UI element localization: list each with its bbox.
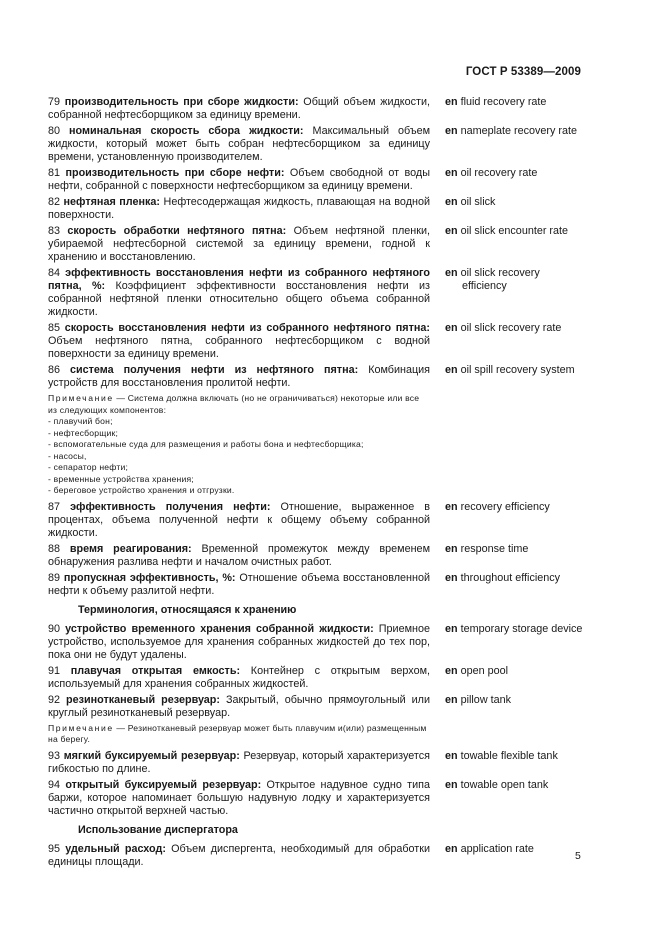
term-title: производительность при сборе нефти: — [65, 167, 285, 179]
english-term-continued: efficiency — [462, 280, 507, 292]
term-number: 90 — [48, 622, 61, 635]
term-russian — [48, 225, 430, 264]
note-item: - нефтесборщик; — [48, 427, 119, 438]
term-english — [430, 267, 593, 319]
term-definition: Объем свободной от воды нефти, собранной с поверхности нефтесборщиком за единицу времени. — [48, 167, 430, 192]
term-russian — [48, 322, 430, 361]
term-english — [430, 167, 593, 193]
english-term: recovery efficiency — [460, 500, 550, 513]
term-definition: Нефтесодержащая жидкость, плавающая на водной поверхности. — [48, 196, 430, 221]
terms-content — [48, 96, 593, 872]
term-number: 79 — [48, 96, 61, 108]
term-english — [430, 779, 593, 818]
note-items — [48, 416, 430, 497]
term-entry-91 — [48, 665, 593, 691]
term-number: 91 — [48, 664, 61, 677]
term-number: 81 — [48, 167, 61, 179]
term-title: производительность при сборе жидкости: — [64, 96, 299, 108]
language-code: en — [445, 842, 458, 855]
term-english — [430, 125, 593, 164]
term-entry-93 — [48, 750, 593, 776]
term-english — [430, 665, 593, 691]
term-english — [430, 843, 593, 869]
entries-group-b — [48, 501, 593, 598]
english-term: pillow tank — [460, 693, 512, 706]
term-entry-81 — [48, 167, 593, 193]
term-entry-89 — [48, 572, 593, 598]
term-title: нефтяная пленка: — [63, 196, 161, 208]
english-term: oil slick recovery — [460, 267, 540, 279]
term-number: 83 — [48, 225, 61, 237]
term-title: пропускная эффективность, %: — [63, 571, 236, 584]
english-term: throughout efficiency — [460, 571, 561, 584]
entries-group-a — [48, 96, 593, 390]
page-number: 5 — [575, 850, 581, 862]
term-english — [430, 623, 593, 662]
note-item: - временные устройства хранения; — [48, 473, 194, 484]
term-definition: Открытое надувное судно типа баржи, которое напоминает большую надувную лодку и характеризуется частично открытой верхней частью. — [48, 778, 431, 817]
english-term: oil slick recovery rate — [460, 322, 562, 334]
note-system-components — [48, 393, 430, 497]
term-title: удельный расход: — [65, 842, 166, 855]
english-term: response time — [460, 542, 529, 555]
english-term: open pool — [460, 664, 509, 677]
term-russian — [48, 750, 430, 776]
term-entry-88 — [48, 543, 593, 569]
document-header: ГОСТ Р 53389—2009 — [465, 66, 581, 78]
term-entry-90 — [48, 623, 593, 662]
language-code: en — [445, 125, 458, 137]
term-number: 94 — [48, 778, 61, 791]
term-entry-92 — [48, 694, 593, 720]
language-code: en — [445, 96, 458, 108]
term-entry-80 — [48, 125, 593, 164]
language-code: en — [445, 749, 458, 762]
term-definition: Объем нефтяной пленки, убираемой нефтесборной системой за единицу времени, годной к хранению и восстановлению. — [48, 225, 431, 263]
note-text: — Система должна включать (но не ограничиваться) некоторые или все из следующих компонентов: — [48, 393, 420, 415]
note-label: Примечание — [48, 393, 114, 403]
term-entry-94 — [48, 779, 593, 818]
term-title: система получения нефти из нефтяного пятна: — [69, 364, 359, 376]
term-entry-95 — [48, 843, 593, 869]
term-english — [430, 694, 593, 720]
language-code: en — [445, 542, 458, 555]
term-title: резинотканевый резервуар: — [66, 693, 220, 706]
language-code: en — [445, 322, 458, 334]
english-term: nameplate recovery rate — [460, 125, 578, 137]
term-title: плавучая открытая емкость: — [70, 664, 241, 677]
term-number: 95 — [48, 842, 61, 855]
note-item: - береговое устройство хранения и отгрузки. — [48, 485, 235, 495]
term-english — [430, 501, 593, 540]
english-term: temporary storage device — [460, 622, 583, 635]
language-code: en — [445, 364, 458, 376]
language-code: en — [445, 225, 458, 237]
term-definition: Приемное устройство, используемое для хранения собранных жидкостей до тех пор, пока они не будут удалены. — [48, 622, 430, 661]
term-russian — [48, 196, 430, 222]
term-title: устройство временного хранения собранной жидкости: — [65, 622, 374, 635]
term-title: скорость обработки нефтяного пятна: — [67, 225, 287, 237]
term-definition: Контейнер с открытым верхом, используемый для хранения собранных жидкостей. — [48, 664, 431, 690]
term-russian — [48, 96, 430, 122]
term-number: 86 — [48, 364, 61, 376]
term-number: 89 — [48, 571, 61, 584]
term-russian — [48, 665, 430, 691]
term-entry-82 — [48, 196, 593, 222]
term-title: эффективность восстановления нефти из собранного нефтяного пятна, %: — [48, 267, 430, 292]
term-number: 92 — [48, 693, 61, 706]
term-definition: Отношение, выраженное в процентах, объема полученной нефти к общему объему собранной жидкости. — [48, 500, 430, 539]
term-russian — [48, 125, 430, 164]
term-russian — [48, 572, 430, 598]
english-term: oil slick — [460, 196, 496, 208]
note-label: Примечание — [48, 722, 114, 733]
term-entry-79 — [48, 96, 593, 122]
english-term: towable flexible tank — [460, 749, 558, 762]
note-first-line — [48, 393, 430, 416]
term-english — [430, 322, 593, 361]
english-term: oil spill recovery system — [460, 364, 575, 376]
term-title: время реагирования: — [69, 542, 192, 555]
language-code: en — [445, 571, 458, 584]
language-code: en — [445, 267, 458, 279]
term-entry-85 — [48, 322, 593, 361]
note-text: — Резинотканевый резервуар может быть плавучим и(или) размещенным на берегу. — [48, 722, 427, 744]
term-number: 85 — [48, 322, 61, 334]
term-definition: Общий объем жидкости, собранной нефтесборщиком за единицу времени. — [48, 96, 431, 121]
entries-group-c — [48, 623, 593, 720]
term-definition: Коэффициент эффективности восстановления нефти из собранной нефтяной пленки относительно общего объема собранной жидкости. — [48, 280, 430, 318]
term-russian — [48, 364, 430, 390]
term-russian — [48, 843, 430, 869]
term-entry-86 — [48, 364, 593, 390]
term-russian — [48, 779, 430, 818]
language-code: en — [445, 664, 458, 677]
section-heading-storage: Терминология, относящаяся к хранению — [78, 603, 297, 616]
term-definition: Резервуар, который характеризуется гибкостью по длине. — [48, 749, 430, 775]
term-title: номинальная скорость сбора жидкости: — [69, 125, 304, 137]
note-item: - сепаратор нефти; — [48, 462, 129, 472]
term-definition: Объем нефтяного пятна, собранного нефтесборщиком с водной поверхности за единицу времени. — [48, 335, 430, 360]
entries-group-e — [48, 843, 593, 869]
term-number: 88 — [48, 542, 61, 555]
term-entry-83 — [48, 225, 593, 264]
term-number: 87 — [48, 500, 61, 513]
term-russian — [48, 543, 430, 569]
term-english — [430, 196, 593, 222]
term-english — [430, 750, 593, 776]
term-title: открытый буксируемый резервуар: — [65, 778, 262, 791]
term-title: эффективность получения нефти: — [70, 500, 271, 513]
english-term: fluid recovery rate — [460, 96, 547, 108]
language-code: en — [445, 622, 458, 635]
term-english — [430, 364, 593, 390]
term-english — [430, 543, 593, 569]
term-number: 84 — [48, 267, 61, 279]
english-term: oil recovery rate — [460, 167, 538, 179]
term-english — [430, 225, 593, 264]
term-number: 82 — [48, 196, 61, 208]
term-title: мягкий буксируемый резервуар: — [63, 749, 240, 762]
term-russian — [48, 167, 430, 193]
language-code: en — [445, 778, 458, 791]
term-number: 93 — [48, 749, 61, 762]
term-russian — [48, 694, 430, 720]
language-code: en — [445, 500, 458, 513]
term-english — [430, 572, 593, 598]
section-heading-dispersant: Использование диспергатора — [78, 823, 238, 836]
term-definition: Максимальный объем жидкости, который может быть собран нефтесборщиком за единицу времени, установленную производителем. — [48, 125, 431, 163]
note-item: - насосы, — [48, 450, 87, 461]
language-code: en — [445, 196, 458, 208]
term-definition: Временной промежуток между временем обнаружения разлива нефти и началом очистных работ. — [48, 542, 430, 568]
term-entry-87 — [48, 501, 593, 540]
english-term: oil slick encounter rate — [460, 225, 569, 237]
term-english — [430, 96, 593, 122]
term-russian — [48, 623, 430, 662]
note-pillow-tank — [48, 723, 430, 746]
term-entry-84 — [48, 267, 593, 319]
term-russian — [48, 501, 430, 540]
english-term: application rate — [460, 842, 534, 855]
note-item: - плавучий бон; — [48, 416, 113, 426]
language-code: en — [445, 693, 458, 706]
entries-group-d — [48, 750, 593, 818]
term-title: скорость восстановления нефти из собранного нефтяного пятна: — [64, 322, 431, 334]
term-definition: Объем диспергента, необходимый для обработки единицы площади. — [48, 842, 431, 868]
term-russian — [48, 267, 430, 319]
term-definition: Комбинация устройств для восстановления пролитой нефти. — [48, 364, 431, 389]
note-item: - вспомогательные суда для размещения и работы бона и нефтесборщика; — [48, 439, 364, 449]
term-number: 80 — [48, 125, 61, 137]
english-term: towable open tank — [460, 778, 549, 791]
term-definition: Закрытый, обычно прямоугольный или круглый резинотканевый резервуар. — [48, 693, 430, 719]
language-code: en — [445, 167, 458, 179]
term-definition: Отношение объема восстановленной нефти к объему разлитой нефти. — [48, 571, 431, 597]
